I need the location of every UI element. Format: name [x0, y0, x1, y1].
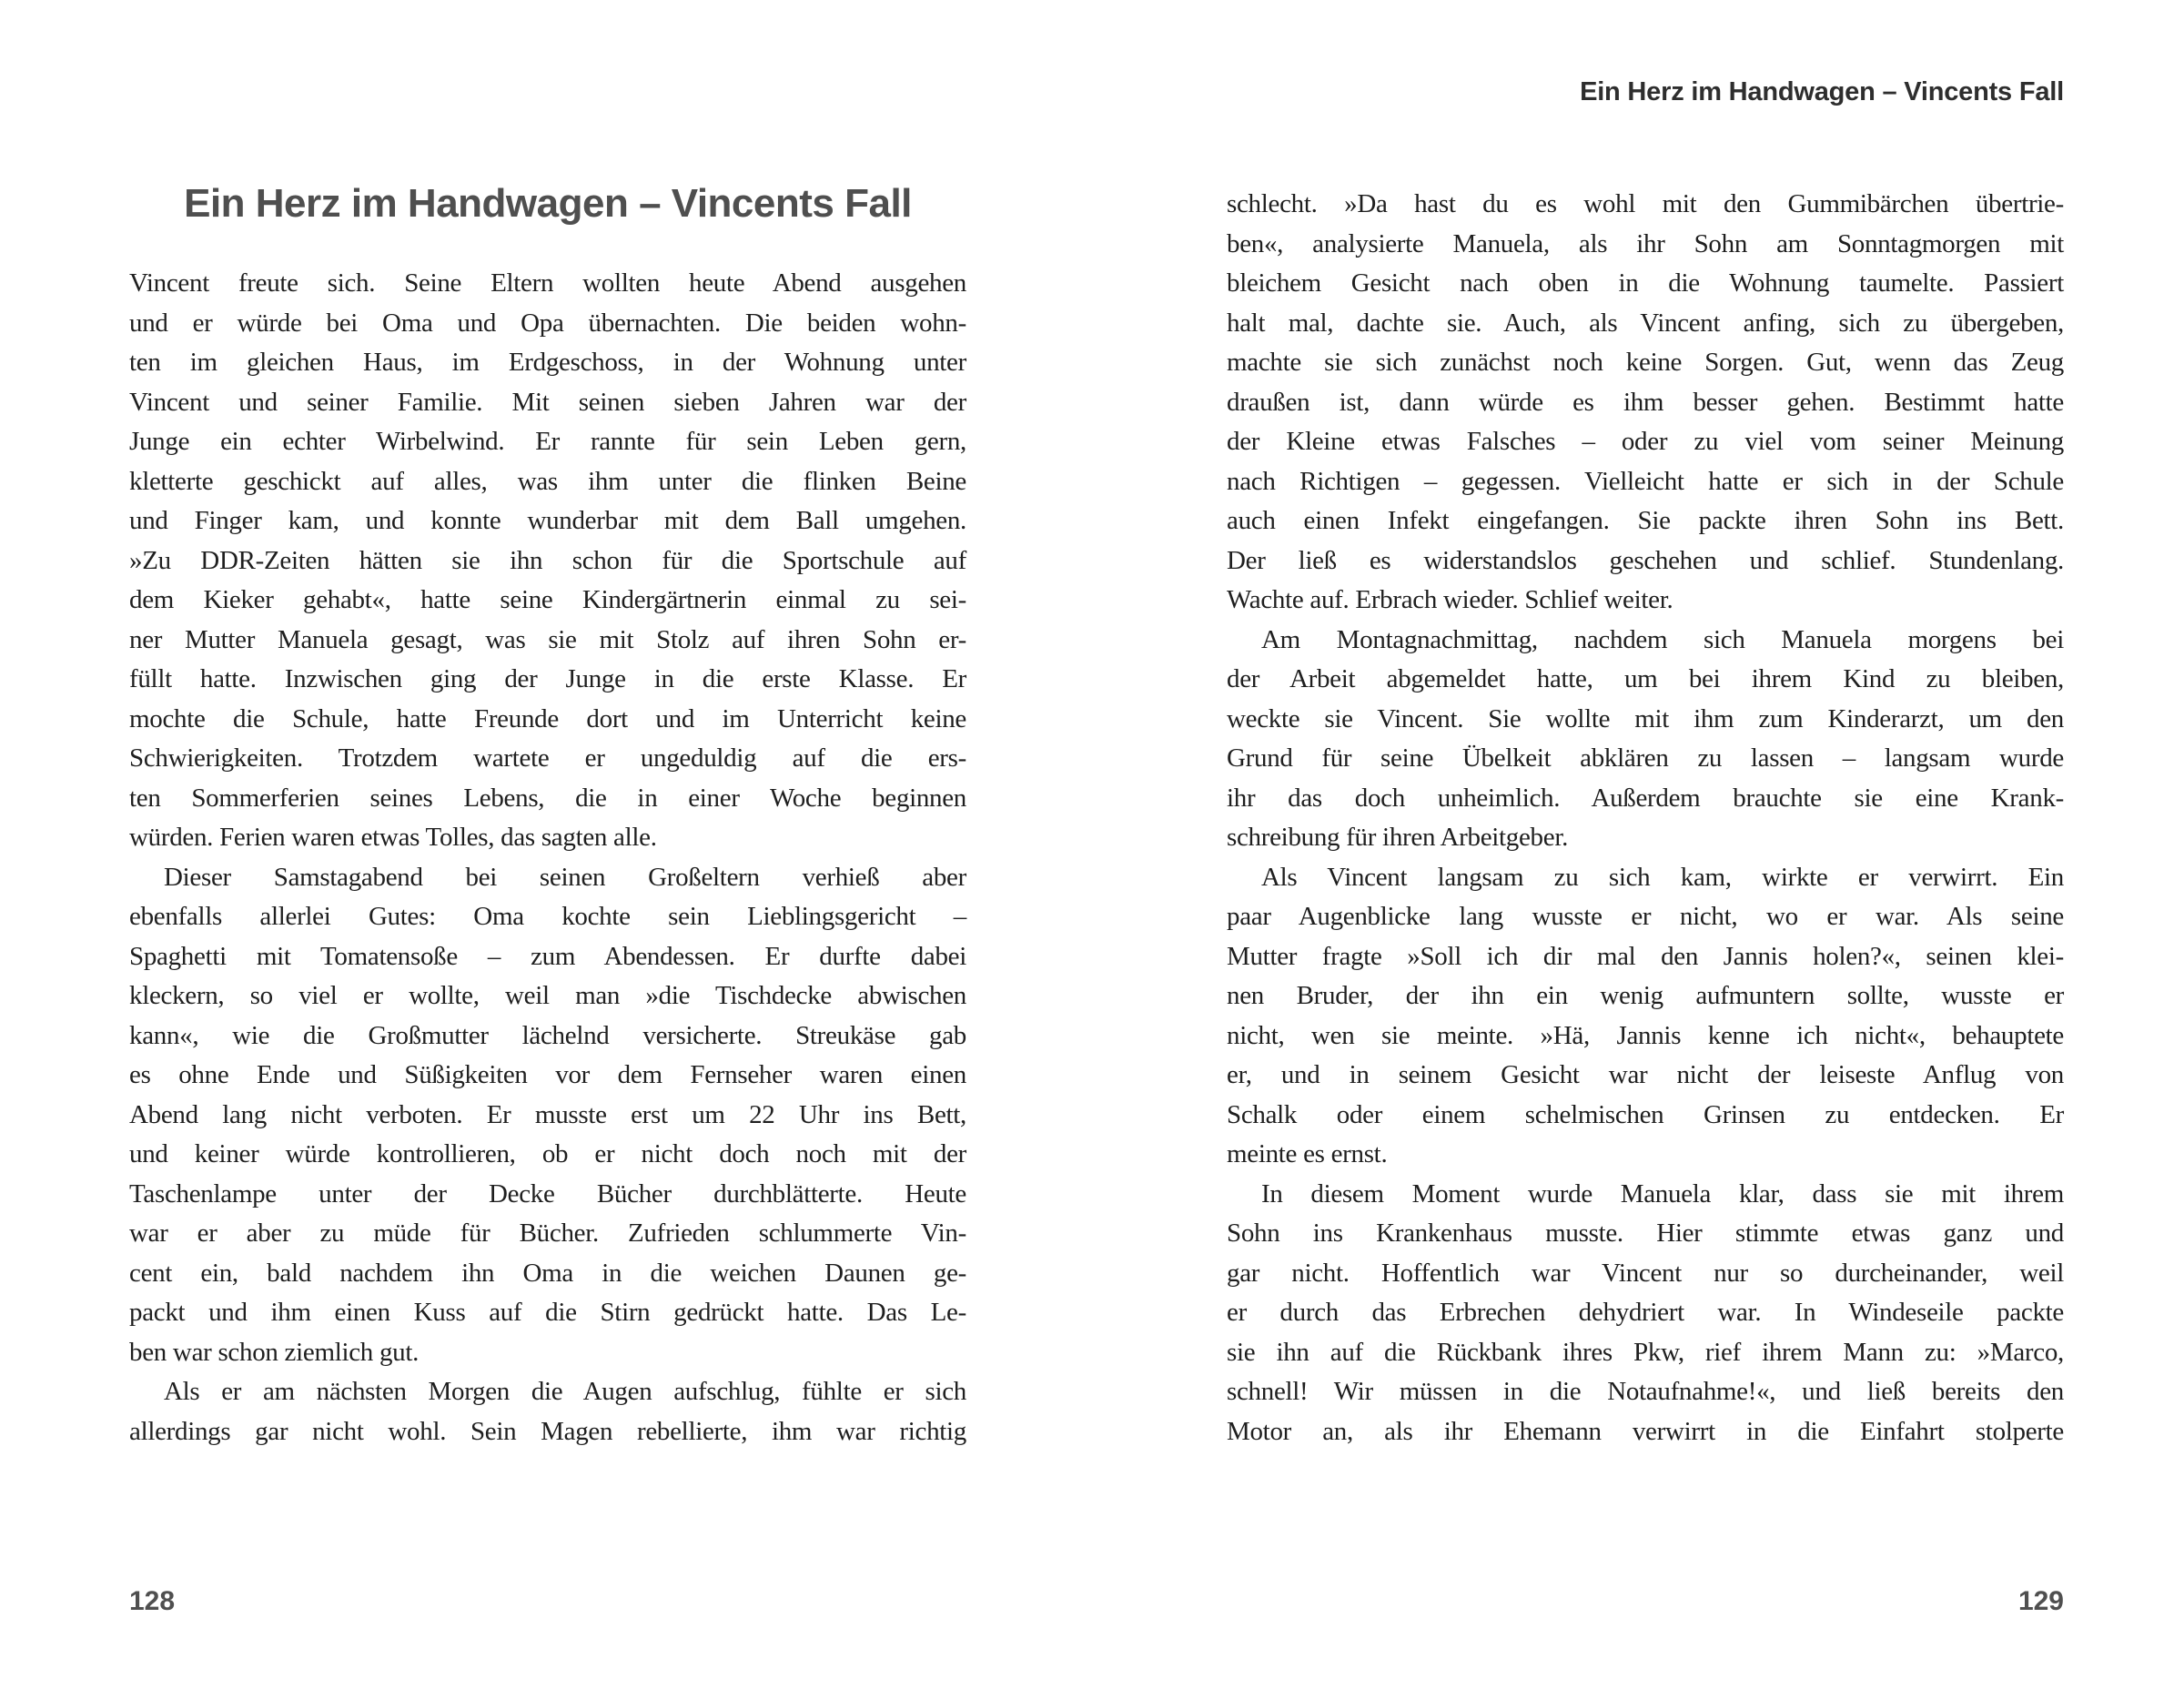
text-line: ner Mutter Manuela gesagt, was sie mit Stolz auf ihren Sohn er-	[129, 624, 966, 654]
chapter-title: Ein Herz im Handwagen – Vincents Fall	[184, 181, 912, 226]
text-line: Junge ein echter Wirbelwind. Er rannte für sein Leben gern,	[129, 427, 966, 456]
text-line: sie ihn auf die Rückbank ihres Pkw, rief ihrem Mann zu: »Marco,	[1227, 1337, 2064, 1367]
text-line: kleckern, so viel er wollte, weil man »die Tischdecke abwischen	[129, 981, 966, 1010]
text-line: Als er am nächsten Morgen die Augen aufschlug, fühlte er sich	[164, 1377, 966, 1406]
text-line: In diesem Moment wurde Manuela klar, dass sie mit ihrem	[1261, 1178, 2064, 1209]
text-line: Wachte auf. Erbrach wieder. Schlief weiter.	[1227, 585, 1673, 614]
text-line: draußen ist, dann würde es ihm besser gehen. Bestimmt hatte	[1227, 387, 2064, 417]
text-line: ben war schon ziemlich gut.	[129, 1337, 420, 1367]
text-line: kletterte geschickt auf alles, was ihm unter die flinken Beine	[129, 466, 966, 496]
text-line: Schwierigkeiten. Trotzdem wartete er ungeduldig auf die ers-	[129, 743, 966, 773]
text-line: nicht, wen sie meinte. »Hä, Jannis kenne ich nicht«, behauptete	[1227, 1020, 2064, 1050]
page-number-right: 129	[2017, 1586, 2064, 1616]
text-line: dem Kieker gehabt«, hatte seine Kindergärtnerin einmal zu sei-	[129, 585, 966, 614]
text-line: ben«, analysierte Manuela, als ihr Sohn am Sonntagmorgen mit	[1227, 228, 2064, 258]
text-line: und Finger kam, und konnte wunderbar mit dem Ball umgehen.	[129, 506, 966, 535]
text-line: Mutter fragte »Soll ich dir mal den Jannis holen?«, seinen klei-	[1227, 941, 2064, 971]
page-number-left: 128	[129, 1586, 176, 1616]
text-line: ten Sommerferien seines Lebens, die in einer Woche beginnen	[129, 783, 966, 813]
text-line: bleichem Gesicht nach oben in die Wohnung taumelte. Passiert	[1227, 268, 2064, 298]
text-line: auch einen Infekt eingefangen. Sie packte ihren Sohn ins Bett.	[1227, 506, 2064, 535]
text-line: Vincent und seiner Familie. Mit seinen sieben Jahren war der	[129, 387, 966, 417]
text-line: es ohne Ende und Süßigkeiten vor dem Fernseher waren einen	[129, 1060, 966, 1089]
left-page-body-text	[129, 264, 966, 1451]
text-line: und keiner würde kontrollieren, ob er nicht doch noch mit der	[129, 1139, 966, 1168]
text-line: nach Richtigen – gegessen. Vielleicht hatte er sich in der Schule	[1227, 466, 2064, 496]
running-header: Ein Herz im Handwagen – Vincents Fall	[1580, 77, 2064, 106]
paragraph	[129, 1372, 966, 1451]
paragraph	[129, 264, 966, 858]
text-line: Schalk oder einem schelmischen Grinsen zu entdecken. Er	[1227, 1099, 2064, 1129]
text-line: Dieser Samstagabend bei seinen Großeltern verhieß aber	[164, 862, 966, 892]
text-line: er durch das Erbrechen dehydriert war. In Windeseile packte	[1227, 1298, 2064, 1327]
text-line: weckte sie Vincent. Sie wollte mit ihm zum Kinderarzt, um den	[1227, 703, 2064, 733]
text-line: ten im gleichen Haus, im Erdgeschoss, in der Wohnung unter	[129, 348, 966, 377]
text-line: ihr das doch unheimlich. Außerdem brauchte sie eine Krank-	[1227, 783, 2064, 813]
text-line: packt und ihm einen Kuss auf die Stirn gedrückt hatte. Das Le-	[129, 1298, 966, 1327]
text-line: paar Augenblicke lang wusste er nicht, wo er war. Als seine	[1227, 902, 2064, 931]
text-line: füllt hatte. Inzwischen ging der Junge in die erste Klasse. Er	[129, 664, 966, 693]
paragraph	[1227, 858, 2064, 1175]
text-line: Vincent freute sich. Seine Eltern wollten heute Abend ausgehen	[129, 268, 966, 298]
paragraph	[1227, 1175, 2064, 1452]
text-line: der Kleine etwas Falsches – oder zu viel vom seiner Meinung	[1227, 427, 2064, 456]
text-line: cent ein, bald nachdem ihn Oma in die weichen Daunen ge-	[129, 1258, 966, 1288]
text-line: schreibung für ihren Arbeitgeber.	[1227, 823, 1569, 852]
right-page-body-text	[1227, 185, 2064, 1451]
text-line: Der ließ es widerstandslos geschehen und schlief. Stundenlang.	[1227, 545, 2064, 575]
text-line: Am Montagnachmittag, nachdem sich Manuela morgens bei	[1261, 624, 2064, 654]
text-line: gar nicht. Hoffentlich war Vincent nur so durcheinander, weil	[1227, 1258, 2064, 1288]
text-line: Als Vincent langsam zu sich kam, wirkte er verwirrt. Ein	[1261, 862, 2064, 892]
text-line: würden. Ferien waren etwas Tolles, das sagten alle.	[129, 823, 657, 852]
paragraph	[1227, 185, 2064, 621]
text-line: Grund für seine Übelkeit abklären zu lassen – langsam wurde	[1227, 743, 2064, 773]
text-line: kann«, wie die Großmutter lächelnd versicherte. Streukäse gab	[129, 1020, 966, 1050]
text-line: und er würde bei Oma und Opa übernachten. Die beiden wohn-	[129, 308, 966, 338]
paragraph	[129, 858, 966, 1373]
text-line: schlecht. »Da hast du es wohl mit den Gummibärchen übertrie-	[1227, 189, 2064, 218]
text-line: nen Bruder, der ihn ein wenig aufmuntern sollte, wusste er	[1227, 981, 2064, 1010]
text-line: Sohn ins Krankenhaus musste. Hier stimmte etwas ganz und	[1227, 1219, 2064, 1248]
text-line: schnell! Wir müssen in die Notaufnahme!«, und ließ bereits den	[1227, 1377, 2064, 1406]
text-line: halt mal, dachte sie. Auch, als Vincent anfing, sich zu übergeben,	[1227, 308, 2064, 338]
text-line: der Arbeit abgemeldet hatte, um bei ihrem Kind zu bleiben,	[1227, 664, 2064, 693]
text-line: Abend lang nicht verboten. Er musste erst um 22 Uhr ins Bett,	[129, 1099, 966, 1129]
text-line: »Zu DDR-Zeiten hätten sie ihn schon für die Sportschule auf	[129, 545, 966, 575]
text-line: er, und in seinem Gesicht war nicht der leiseste Anflug von	[1227, 1060, 2064, 1089]
text-line: allerdings gar nicht wohl. Sein Magen rebellierte, ihm war richtig	[129, 1416, 966, 1446]
text-line: Taschenlampe unter der Decke Bücher durchblätterte. Heute	[129, 1178, 966, 1209]
paragraph	[1227, 621, 2064, 858]
text-line: machte sie sich zunächst noch keine Sorgen. Gut, wenn das Zeug	[1227, 348, 2064, 377]
text-line: meinte es ernst.	[1227, 1139, 1388, 1168]
text-line: Spaghetti mit Tomatensoße – zum Abendessen. Er durfte dabei	[129, 941, 966, 971]
text-line: ebenfalls allerlei Gutes: Oma kochte sein Lieblingsgericht –	[129, 902, 966, 931]
text-line: war er aber zu müde für Bücher. Zufrieden schlummerte Vin-	[129, 1219, 966, 1248]
text-line: Motor an, als ihr Ehemann verwirrt in die Einfahrt stolperte	[1227, 1416, 2064, 1446]
text-line: mochte die Schule, hatte Freunde dort und im Unterricht keine	[129, 703, 966, 733]
